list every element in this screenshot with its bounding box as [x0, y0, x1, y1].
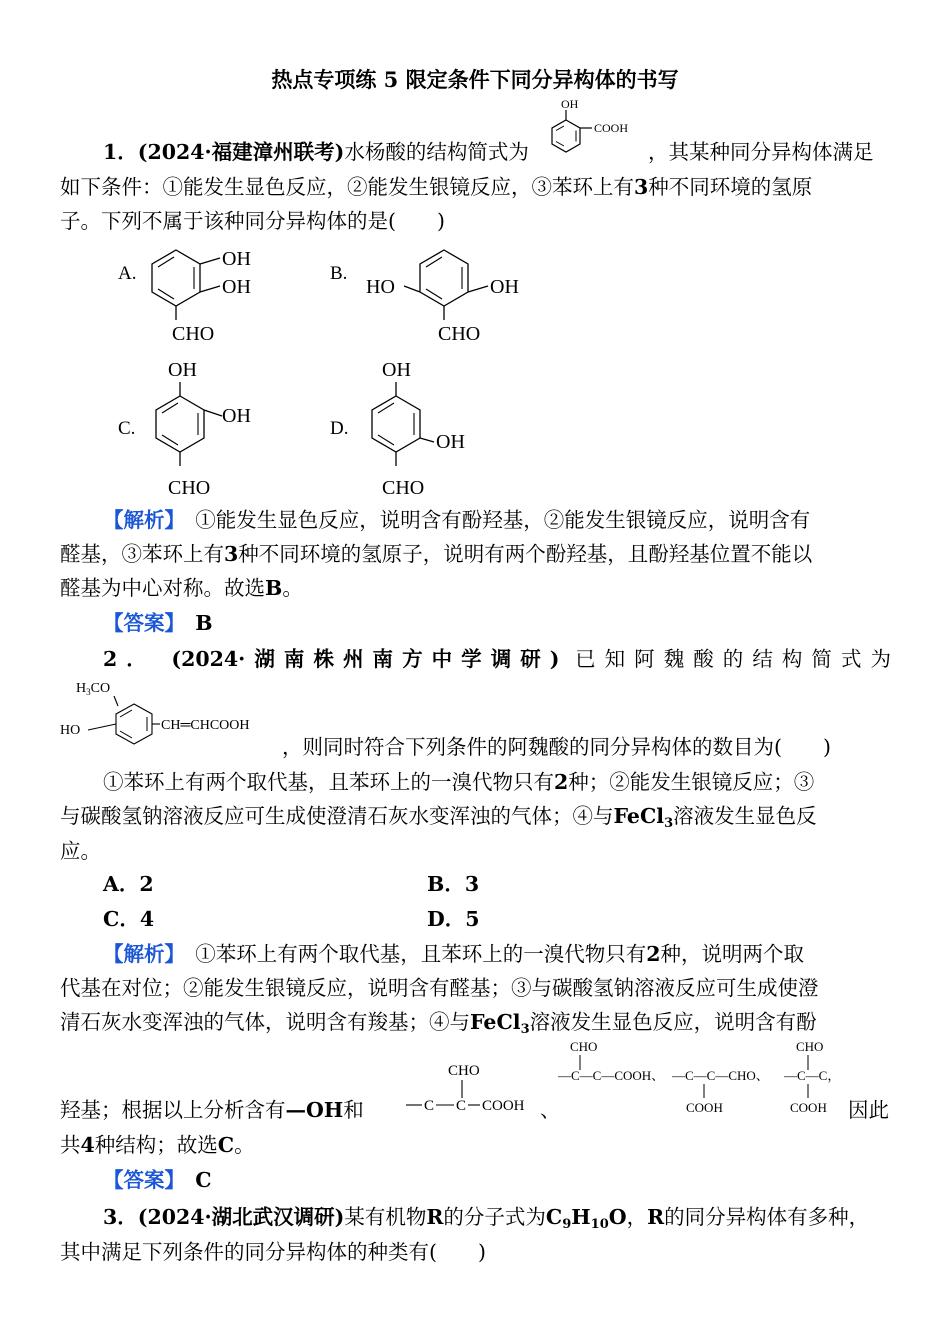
opt-c-oh-side: OH — [222, 405, 251, 427]
q2-an-l5b: 种结构；故选 — [94, 1133, 218, 1157]
frag1-c1: C — [424, 1098, 435, 1114]
q1-analysis-tag: 【解析】 — [103, 508, 175, 532]
opt-a-oh2: OH — [222, 276, 251, 298]
q1-line2-end: 种不同环境的氢原 — [648, 175, 813, 199]
q1-option-a-letter: A. — [118, 263, 137, 284]
q1-answer-line — [103, 609, 213, 637]
q2-an-l3b: 溶液发生显色反应，说明含有酚 — [529, 1010, 817, 1034]
q3-l1d: 的同分异构体有多种， — [664, 1205, 870, 1229]
frag1-cho: CHO — [448, 1063, 480, 1079]
q3-formula: $C_9H_{10}O$ — [545, 1205, 627, 1232]
q2-analysis-tag: 【解析】 — [103, 942, 175, 966]
q3-stem-line2: 其中满足下列条件的同分异构体的种类有( ) — [60, 1240, 486, 1264]
q1-an-l3a: 醛基为中心对称。故选 — [60, 576, 265, 600]
q2-stem-line1 — [103, 645, 891, 673]
q2-an-l4b: 和 — [343, 1098, 364, 1122]
opt-b-cho: CHO — [438, 323, 481, 345]
frag4-chain: —C—C， — [784, 1068, 841, 1083]
q2-analysis-sep: 、 — [540, 1098, 561, 1122]
q1-an-l3n: B — [265, 576, 283, 600]
q3-number: 3． — [103, 1205, 138, 1229]
q2-cond-l2a: 与碳酸氢钠溶液反应可生成使澄清石灰水变浑浊的气体；④与 — [60, 804, 614, 828]
q1-stem-line2 — [60, 173, 812, 201]
q2-opt-b-letter: B． — [427, 872, 465, 896]
opt-b-oh: OH — [490, 276, 519, 298]
q2-an-l1a: ①苯环上有两个取代基，且苯环上的一溴代物只有 — [195, 942, 647, 966]
opt-a-oh1: OH — [222, 248, 251, 270]
q1-option-b-structure — [362, 244, 542, 348]
q2-answer-line — [103, 1166, 212, 1194]
q2-analysis-line4a — [60, 1096, 364, 1124]
q1-stem-line1b: ，其某种同分异构体满足 — [648, 140, 874, 164]
q2-cond-line2 — [60, 802, 817, 838]
opt-d-oh-side: OH — [436, 431, 465, 453]
q2-source: (2024·湖南株州南方中学调研) — [171, 647, 560, 671]
q2-an-l5c: C — [217, 1133, 235, 1157]
q2-an-l4a: 羟基；根据以上分析含有 — [60, 1098, 286, 1122]
q2-opt-c-letter: C． — [103, 907, 140, 931]
q2-an-l3s: 3 — [520, 1022, 530, 1037]
q2-stem-line2: ，则同时符合下列条件的阿魏酸的同分异构体的数目为( ) — [282, 735, 831, 759]
q2-option-d — [427, 905, 480, 933]
q2-cond-l2f: FeCl — [613, 804, 665, 828]
q3-l1a: 某有机物 — [344, 1205, 427, 1229]
q2-cond-l1: ①苯环上有两个取代基，且苯环上的一溴代物只有 — [103, 770, 554, 794]
q2-stem-a: 已知阿魏酸的结构简式为 — [575, 647, 891, 671]
ferulic-ho: HO — [60, 723, 81, 738]
opt-d-oh-top: OH — [382, 359, 411, 381]
frag2-chain: —C—C—COOH、 — [558, 1068, 665, 1083]
q2-opt-d-letter: D． — [427, 907, 466, 931]
q1-analysis-line2 — [60, 540, 812, 568]
q2-cond-l2s: 3 — [664, 816, 674, 831]
q3-r1: R — [426, 1205, 444, 1229]
q2-an-l1n: 2 — [646, 942, 661, 966]
q1-number: 1． — [103, 140, 138, 164]
q2-cond-line1 — [103, 768, 814, 796]
frag3-cooh: COOH — [686, 1100, 723, 1115]
q2-cond-l2b: 溶液发生显色反 — [673, 804, 817, 828]
q2-an-l5a: 共 — [60, 1133, 81, 1157]
q2-analysis-line5 — [60, 1131, 255, 1159]
opt-c-cho: CHO — [168, 477, 211, 499]
frag1-cooh: COOH — [482, 1098, 525, 1114]
q2-cond-l1b: 种；②能发生银镜反应；③ — [568, 770, 815, 794]
fragment-structure-1 — [404, 1060, 540, 1118]
ferulic-h3co: $H_3CO$ — [76, 681, 111, 697]
q2-an-l3f: FeCl — [470, 1010, 521, 1034]
opt-a-cho: CHO — [172, 323, 215, 345]
q2-answer-tag: 【答案】 — [103, 1168, 175, 1192]
q2-an-l1b: 种，说明两个取 — [660, 942, 805, 966]
ferulic-acid-structure — [58, 676, 282, 754]
q2-answer: C — [195, 1168, 212, 1192]
q2-opt-c-value: 4 — [139, 907, 155, 931]
q2-an-l4oh: —OH — [285, 1098, 344, 1122]
frag2-cho: CHO — [570, 1039, 598, 1054]
q1-option-b-letter: B. — [330, 263, 348, 284]
q1-analysis-l1: ①能发生显色反应，说明含有酚羟基，②能发生银镜反应，说明含有 — [195, 508, 811, 532]
q1-answer-tag: 【答案】 — [103, 611, 175, 635]
q1-analysis-line3 — [60, 574, 303, 602]
q1-stem-line3: 子。下列不属于该种同分异构体的是( ) — [60, 209, 445, 233]
q1-option-c-letter: C. — [118, 418, 136, 439]
q3-source: (2024·湖北武汉调研) — [137, 1205, 345, 1229]
q1-stem-line1 — [103, 138, 529, 166]
q1-answer: B — [195, 611, 213, 635]
frag3-chain: —C—C—CHO、 — [672, 1068, 769, 1083]
q1-source: (2024·福建漳州联考) — [137, 140, 345, 164]
q1-an-l2n: 3 — [224, 542, 239, 566]
q2-an-l5n: 4 — [80, 1133, 95, 1157]
q2-opt-d-value: 5 — [465, 907, 480, 931]
q2-number: 2． — [103, 647, 156, 671]
q1-an-l3b: 。 — [282, 576, 303, 600]
q1-an-l2a: 醛基，③苯环上有 — [60, 542, 224, 566]
opt-d-cho: CHO — [382, 477, 425, 499]
q1-line2-num: 3 — [634, 175, 649, 199]
q1-option-c-structure — [148, 354, 278, 502]
q2-cond-l1n: 2 — [554, 770, 569, 794]
q1-line2-text: 如下条件：①能发生显色反应，②能发生银镜反应，③苯环上有 — [60, 175, 634, 199]
q1-option-d-structure — [360, 354, 490, 502]
frag4-cooh: COOH — [790, 1100, 827, 1115]
salicylic-acid-structure — [548, 94, 648, 162]
q1-option-d-letter: D. — [330, 418, 349, 439]
q2-opt-a-letter: A． — [103, 872, 140, 896]
q2-opt-b-value: 3 — [464, 872, 480, 896]
q3-l1b: 的分子式为 — [443, 1205, 546, 1229]
q3-r2: R — [647, 1205, 665, 1229]
q2-opt-a-value: 2 — [139, 872, 154, 896]
opt-c-oh-top: OH — [168, 359, 197, 381]
q3-stem-line1 — [103, 1203, 869, 1239]
q2-cond-line3: 应。 — [60, 839, 101, 863]
fragment-structures-2-4 — [556, 1036, 846, 1120]
q3-l1c: ， — [626, 1205, 648, 1229]
q2-analysis-line2: 代基在对位；②能发生银镜反应，说明含有醛基；③与碳酸氢钠溶液反应可生成使澄 — [60, 976, 819, 1000]
q1-analysis-line1 — [103, 506, 810, 534]
q1-stem-a: 水杨酸的结构简式为 — [344, 140, 529, 164]
salicylic-cooh-label: COOH — [594, 121, 629, 135]
q2-an-l3a: 清石灰水变浑浊的气体，说明含有羧基；④与 — [60, 1010, 470, 1034]
opt-b-ho: HO — [366, 276, 395, 298]
frag4-cho: CHO — [796, 1039, 824, 1054]
frag1-c2: C — [456, 1098, 467, 1114]
page-title: 热点专项练 5 限定条件下同分异构体的书写 — [271, 67, 679, 92]
q2-analysis-line4-end: 因此 — [848, 1098, 889, 1122]
q1-option-a-structure — [148, 244, 278, 348]
q2-an-l5d: 。 — [234, 1133, 255, 1157]
q2-option-b — [427, 870, 479, 898]
q2-option-c — [103, 905, 154, 933]
salicylic-oh-label: OH — [561, 97, 579, 111]
ferulic-chain: CH═CHCOOH — [161, 718, 250, 733]
q1-an-l2b: 种不同环境的氢原子，说明有两个酚羟基，且酚羟基位置不能以 — [238, 542, 813, 566]
q2-analysis-line1 — [103, 940, 804, 968]
q2-option-a — [103, 870, 154, 898]
